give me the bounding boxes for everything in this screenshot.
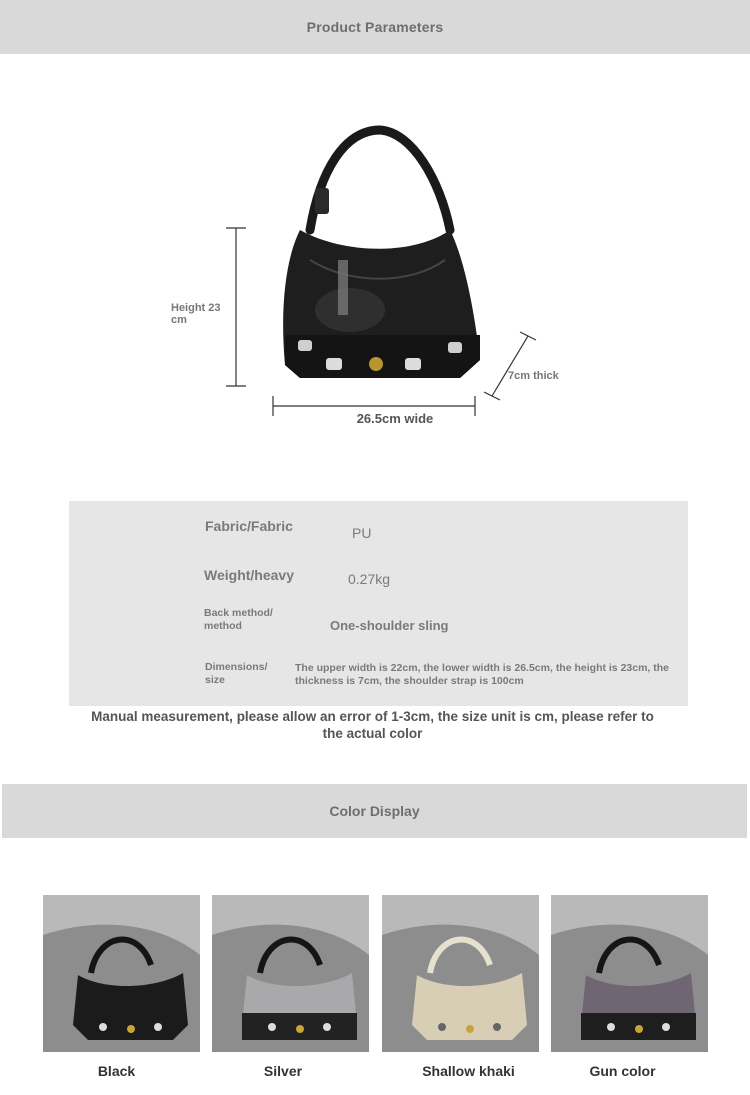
color-swatch-gun-color[interactable]	[551, 895, 708, 1052]
silver-bag-image	[212, 895, 369, 1052]
parameter-table	[69, 501, 688, 706]
color-label-black: Black	[97, 1063, 136, 1079]
black-bag-image	[43, 895, 200, 1052]
color-label-gun-color: Gun color	[589, 1063, 656, 1079]
param-value-weight: 0.27kg	[348, 571, 391, 587]
color-swatch-silver[interactable]	[212, 895, 369, 1052]
thickness-label: 7cm thick	[508, 370, 559, 382]
param-value-back-method: One-shoulder sling	[330, 618, 449, 633]
param-value-fabric: PU	[352, 525, 372, 541]
color-swatch-shallow-khaki[interactable]	[382, 895, 539, 1052]
color-swatch-black[interactable]	[43, 895, 200, 1052]
param-key-weight: Weight/heavy	[204, 567, 294, 583]
param-key-back-method: Back method/ method	[204, 607, 273, 632]
section-title: Product Parameters	[306, 19, 444, 35]
color-label-silver: Silver	[263, 1063, 303, 1079]
section-title: Color Display	[329, 803, 420, 819]
param-value-dimensions: The upper width is 22cm, the lower width is 26.5cm, the height is 23cm, the thickness is 7cm, the shoulder strap is 100cm	[295, 662, 670, 687]
measurement-note: Manual measurement, please allow an error of 1-3cm, the size unit is cm, please refer to the actual color	[91, 709, 654, 741]
handbag-image	[150, 110, 600, 440]
param-key-dimensions: Dimensions/ size	[205, 661, 268, 686]
color-display-header	[2, 784, 747, 838]
gun-color-bag-image	[551, 895, 708, 1052]
product-parameters-header	[0, 0, 750, 54]
color-label-shallow-khaki: Shallow khaki	[422, 1063, 515, 1079]
khaki-bag-image	[382, 895, 539, 1052]
width-label: 26.5cm wide	[356, 411, 434, 426]
height-label: Height 23 cm	[171, 302, 221, 326]
product-dimension-figure	[150, 110, 600, 440]
param-key-fabric: Fabric/Fabric	[205, 518, 293, 534]
